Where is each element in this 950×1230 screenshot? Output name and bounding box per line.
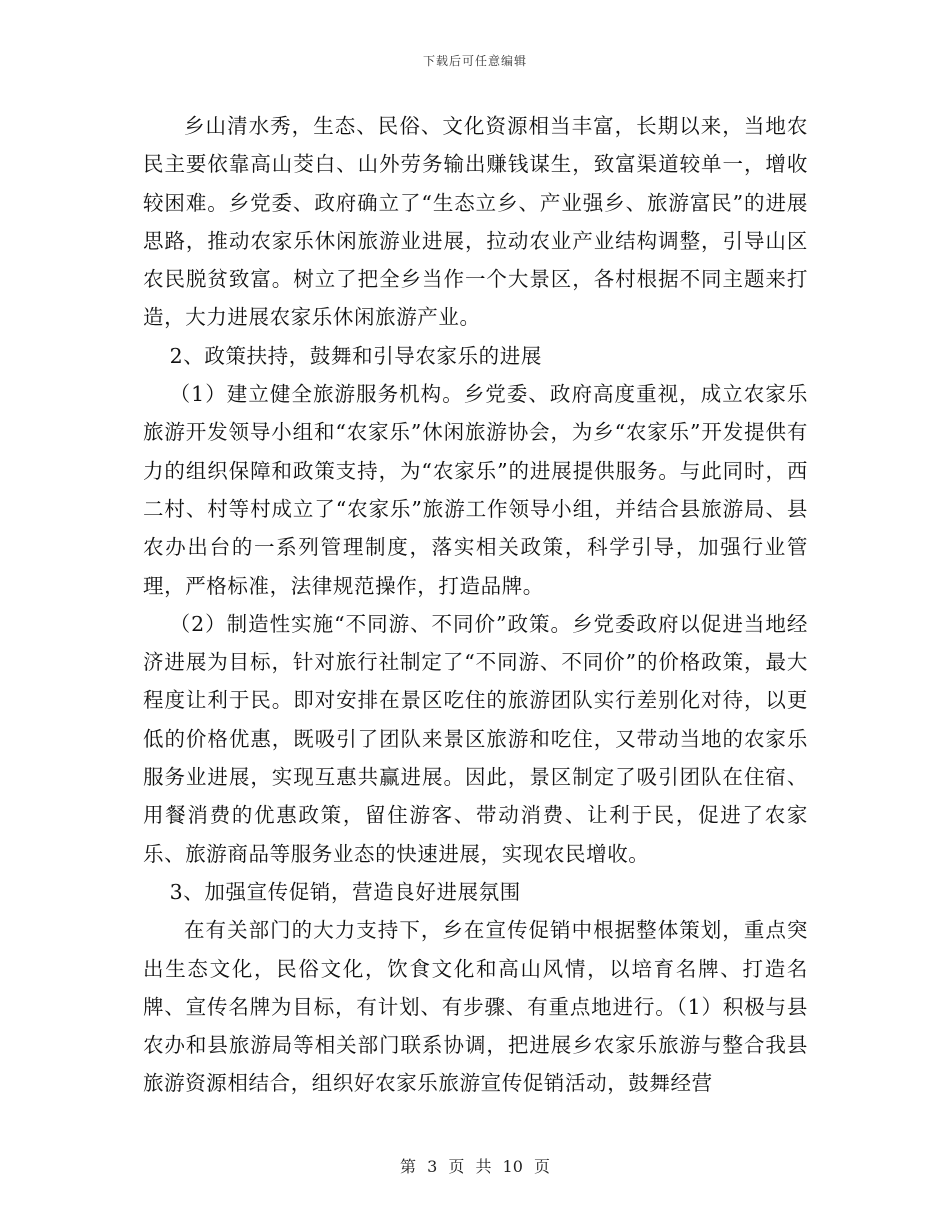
- page-header: 下载后可任意编辑: [422, 54, 527, 68]
- document-body: [143, 107, 808, 1103]
- page-footer: 第 3 页 共 10 页: [400, 1157, 550, 1176]
- paragraph-intro: 乡山清水秀，生态、民俗、文化资源相当丰富，长期以来，当地农民主要依靠高山茭白、山外劳务输出赚钱谋生，致富渠道较单一，增收较困难。乡党委、政府确立了“生态立乡、产业强乡、旅游富民”的进展思路，推动农家乐休闲旅游业进展，拉动农业产业结构调整，引导山区农民脱贫致富。树立了把全乡当作一个大景区，各村根据不同主题来打造，大力进展农家乐休闲旅游产业。: [143, 114, 808, 330]
- paragraph-item-2: （2）制造性实施“不同游、不同价”政策。乡党委政府以促进当地经济进展为目标，针对旅行社制定了“不同游、不同价”的价格政策，最大程度让利于民。即对安排在景区吃住的旅游团队实行差别化对待，以更低的价格优惠，既吸引了团队来景区旅游和吃住，又带动当地的农家乐服务业进展，实现互惠共赢进展。因此，景区制定了吸引团队在住宿、用餐消费的优惠政策，留住游客、带动消费、让利于民，促进了农家乐、旅游商品等服务业态的快速进展，实现农民增收。: [143, 611, 808, 866]
- section-heading-2: 2、政策扶持，鼓舞和引导农家乐的进展: [169, 343, 542, 368]
- section-heading-3: 3、加强宣传促销，营造良好进展氛围: [169, 879, 521, 904]
- paragraph-item-1: （1）建立健全旅游服务机构。乡党委、政府高度重视，成立农家乐旅游开发领导小组和“农家乐”休闲旅游协会，为乡“农家乐”开发提供有力的组织保障和政策支持，为“农家乐”的进展提供服务。与此同时，西二村、村等村成立了“农家乐”旅游工作领导小组，并结合县旅游局、县农办出台的一系列管理制度，落实相关政策，科学引导，加强行业管理，严格标准，法律规范操作，打造品牌。: [143, 382, 808, 598]
- paragraph-promotion: 在有关部门的大力支持下，乡在宣传促销中根据整体策划，重点突出生态文化，民俗文化，饮食文化和高山风情，以培育名牌、打造名牌、宣传名牌为目标，有计划、有步骤、有重点地进行。（1）积极与县农办和县旅游局等相关部门联系协调，把进展乡农家乐旅游与整合我县旅游资源相结合，组织好农家乐旅游宣传促销活动，鼓舞经营: [143, 918, 808, 1096]
